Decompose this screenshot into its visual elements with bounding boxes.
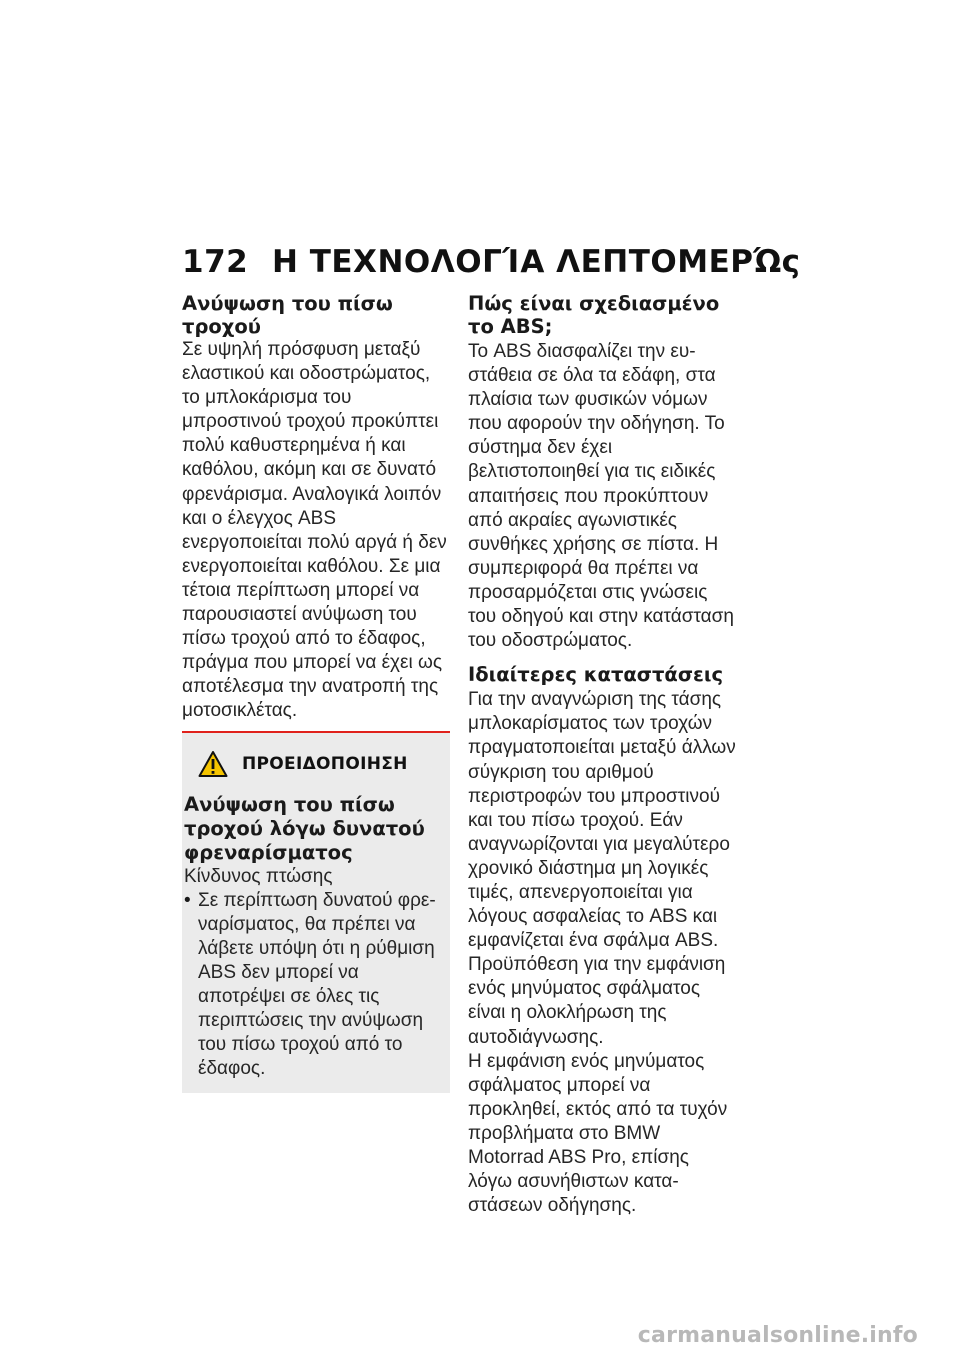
abs-design-heading: Πώς είναι σχεδιασμένο το ABS; [468,292,720,338]
warning-bullet-text: Σε περίπτωση δυνατού φρεναρίσματος, θα πρέπει να λάβετε υπόψη ότι η ρύθμιση ABS δεν μπορεί να αποτρέψει σε όλες τις περιπτώσεις την ανύψωση του πίσω τροχού από το έδαφος. [198,889,436,1080]
warning-triangle-icon [198,750,228,778]
page-number: 172 [182,244,249,280]
left-column [182,292,452,1093]
special-situations-heading: Ιδιαίτερες καταστάσεις [468,663,724,687]
chapter-title: Η ΤΕΧΝΟΛΟΓΊΑ ΛΕΠΤΟΜΕΡΏς [272,244,801,280]
warning-header [182,747,450,781]
warning-heading: Ανύψωση του πίσω τροχού λόγω δυνατού φρεναρίσματος [184,792,425,864]
bullet-point-icon: • [184,889,191,911]
special-situations-text: Για την αναγνώριση της τάσης μπλοκαρίσματος των τροχών πραγματοποιείται μεταξύ άλλων σύγκριση του αριθμού περιστροφών του μπροστινού και του πίσω τροχού. Εάν αναγνωρίζονται για μεγαλύτερο χρονικό διάστημα μη λογικές τιμές, απενεργοποιείται για λόγους ασφαλείας το ABS και εμφανίζεται ένα σφάλμα ABS. Προϋπόθεση για την εμφάνιση ενός μηνύματος σφάλματος είναι η ολοκλήρωση της αυτοδιάγνωσης. [468,689,736,1048]
rear-wheel-lift-text: Σε υψηλή πρόσφυση μεταξύ ελαστικού και οδοστρώματος, το μπλοκάρισμα του μπροστινού τροχού προκύπτει πολύ καθυστερημένα ή και καθόλου, ακόμη και σε δυνατό φρενάρισμα. Αναλογικά λοιπόν και ο έλεγχος ABS ενεργοποιείται πολύ αργά ή δεν ενεργοποιείται καθόλου. Σε μια τέτοια περίπτωση μπορεί να παρουσιαστεί ανύψωση του πίσω τροχού από το έδαφος, πράγμα που μπορεί να έχει ως αποτέλεσμα την ανατροπή της μοτοσικλέτας. [182,339,447,722]
right-column [468,292,738,1218]
watermark-logo: carmanualsonline.info [637,1323,918,1348]
warning-bullet-item [184,889,444,1082]
rear-wheel-lift-heading: Ανύψωση του πίσω τροχού [182,292,393,338]
page-header [182,244,801,280]
abs-design-text: Το ABS διασφαλίζει την ευστάθεια σε όλα τα εδάφη, στα πλαίσια των φυσικών νόμων που αφορούν την οδήγηση. Το σύστημα δεν έχει βελτιστοποιηθεί για τις ειδικές απαιτήσεις που προκύπτουν από ακραίες αγωνιστικές συνθήκες χρήσης σε πίστα. Η συμπεριφορά θα πρέπει να προσαρμόζεται στις γνώσεις του οδηγού και στην κατάσταση του οδοστρώματος. [468,341,734,652]
warning-risk: Κίνδυνος πτώσης [184,865,333,887]
warning-body [182,781,450,1082]
warning-label: ΠΡΟΕΙΔΟΠΟΙΗΣΗ [242,753,408,774]
warning-box [182,733,450,1094]
error-message-text: Η εμφάνιση ενός μηνύματος σφάλματος μπορεί να προκληθεί, εκτός από τα τυχόν προβλήματα στο BMW Motorrad ABS Pro, επίσης λόγω ασυνήθιστων καταστάσεων οδήγησης. [468,1050,728,1217]
